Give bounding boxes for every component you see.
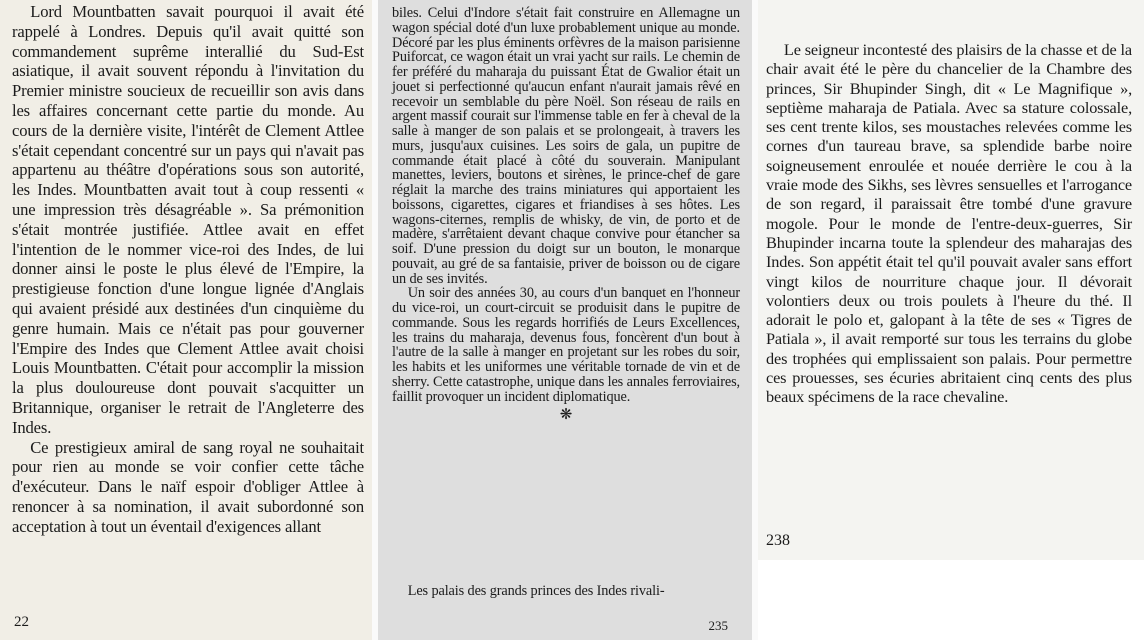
page-number: 238	[766, 532, 790, 549]
paragraph: Un soir des années 30, au cours d'un banquet en l'honneur du vice-roi, un court-circuit se produisit dans le pupitre de commande. Sous les regards horrifiés de Leurs Excellences, les trains du maharaja, devenus fous, foncèrent d'un bout à l'autre de la salle à manger en projetant sur les robes du soir, les habits et les uniformes une véritable tornade de vin et de sherry. Cette catastrophe, unique dans les annales ferroviaires, faillit provoquer un incident diplomatique.	[392, 285, 740, 405]
section-separator: ❋	[559, 407, 573, 424]
paragraph: Lord Mountbatten savait pourquoi il avait été rappelé à Londres. Depuis qu'il avait quitté son commandement suprême interallié du Sud-Est asiatique, il avait souvent répondu à l'invitation du Premier ministre soucieux de recueillir son avis dans les affaires concernant cette partie du monde. Au cours de la dernière visite, l'intérêt de Clement Attlee s'était cependant concentré sur un pays qui n'avait pas appartenu au théâtre d'opérations sous son autorité, les Indes. Mountbatten avait tout à coup ressenti « une impression très désagréable ». Sa prémonition s'était montrée justifiée. Attlee avait en effet l'intention de le nommer vice-roi des Indes, de lui donner ainsi le poste le plus élevé de l'Empire, la prestigieuse fonction d'une longue lignée d'Anglais qui avaient présidé aux destinées d'un cinquième du genre humain. Mais ce n'était pas pour gouverner l'Empire des Indes que Clement Attlee avait choisi Louis Mountbatten. C'était pour accomplir la mission la plus douloureuse dont pouvait s'acquitter un Britannique, organiser le retrait de l'Angleterre des Indes.	[12, 2, 364, 437]
page-number: 235	[708, 618, 728, 633]
page-number: 22	[14, 614, 29, 630]
book-page-238	[758, 0, 1144, 560]
paragraph: Les palais des grands princes des Indes rivali-	[407, 583, 665, 599]
book-page-235	[378, 0, 752, 640]
paragraph: Le seigneur incontesté des plaisirs de la chasse et de la chair avait été le père du chancelier de la Chambre des princes, Sir Bhupinder Singh, dit « Le Magnifique », septième maharaja de Patiala. Avec sa stature colossale, ses cent trente kilos, ses moustaches relevées comme les cornes d'un taureau brave, sa splendide barbe noire soigneusement enroulée et nouée derrière le cou à la vraie mode des Sikhs, ses lèvres sensuelles et l'arrogance de son regard, il paraissait être tombé d'une gravure mogole. Pour le monde de l'entre-deux-guerres, Sir Bhupinder incarna toute la splendeur des maharajas des Indes. Son appétit était tel qu'il pouvait avaler sans effort vingt kilos de nourriture chaque jour. Il dévorait volontiers deux ou trois poulets à l'heure du thé. Il adorait le polo et, galopant à la tête de ses « Tigres de Patiala », il avait remporté sur tous les terrains du globe des trophées qui emplissaient son palais. Pour permettre ces prouesses, ses écuries abritaient cinq cents des plus beaux spécimens de la race chevaline.	[766, 40, 1132, 407]
book-page-22	[0, 0, 372, 640]
paragraph: biles. Celui d'Indore s'était fait construire en Allemagne un wagon spécial doté d'un luxe probablement unique au monde. Décoré par les plus éminents orfèvres de la maison parisienne Puiforcat, ce wagon était un vrai yacht sur rails. Le chemin de fer préféré du maharaja du puissant État de Gwalior était un jouet si perfectionné qu'aucun enfant n'aurait jamais rêvé en recevoir un semblable du père Noël. Son réseau de rails en argent massif courait sur l'immense table en fer à cheval de la salle à manger de son palais et se prolongeait, à travers les murs, jusqu'aux cuisines. Les soirs de gala, un pupitre de commande était placé à côté du souverain. Manipulant manettes, leviers, boutons et sirènes, le prince-chef de gare réglait la marche des trains miniatures qui apportaient les boissons, cigarettes, cigares et friandises à ses hôtes. Les wagons-citernes, remplis de whisky, de vin, de porto et de madère, s'arrêtaient devant chaque convive pour étancher sa soif. D'une pression du doigt sur un bouton, le monarque pouvait, au gré de sa fantaisie, priver de boisson ou de cigare un de ses invités.	[392, 5, 740, 287]
paragraph: Ce prestigieux amiral de sang royal ne souhaitait pour rien au monde se voir confier cette tâche d'exécuteur. Dans le naïf espoir d'obliger Attlee à renoncer à sa nomination, il avait subordonné son acceptation à tout un éventail d'exigences allant	[12, 437, 364, 536]
